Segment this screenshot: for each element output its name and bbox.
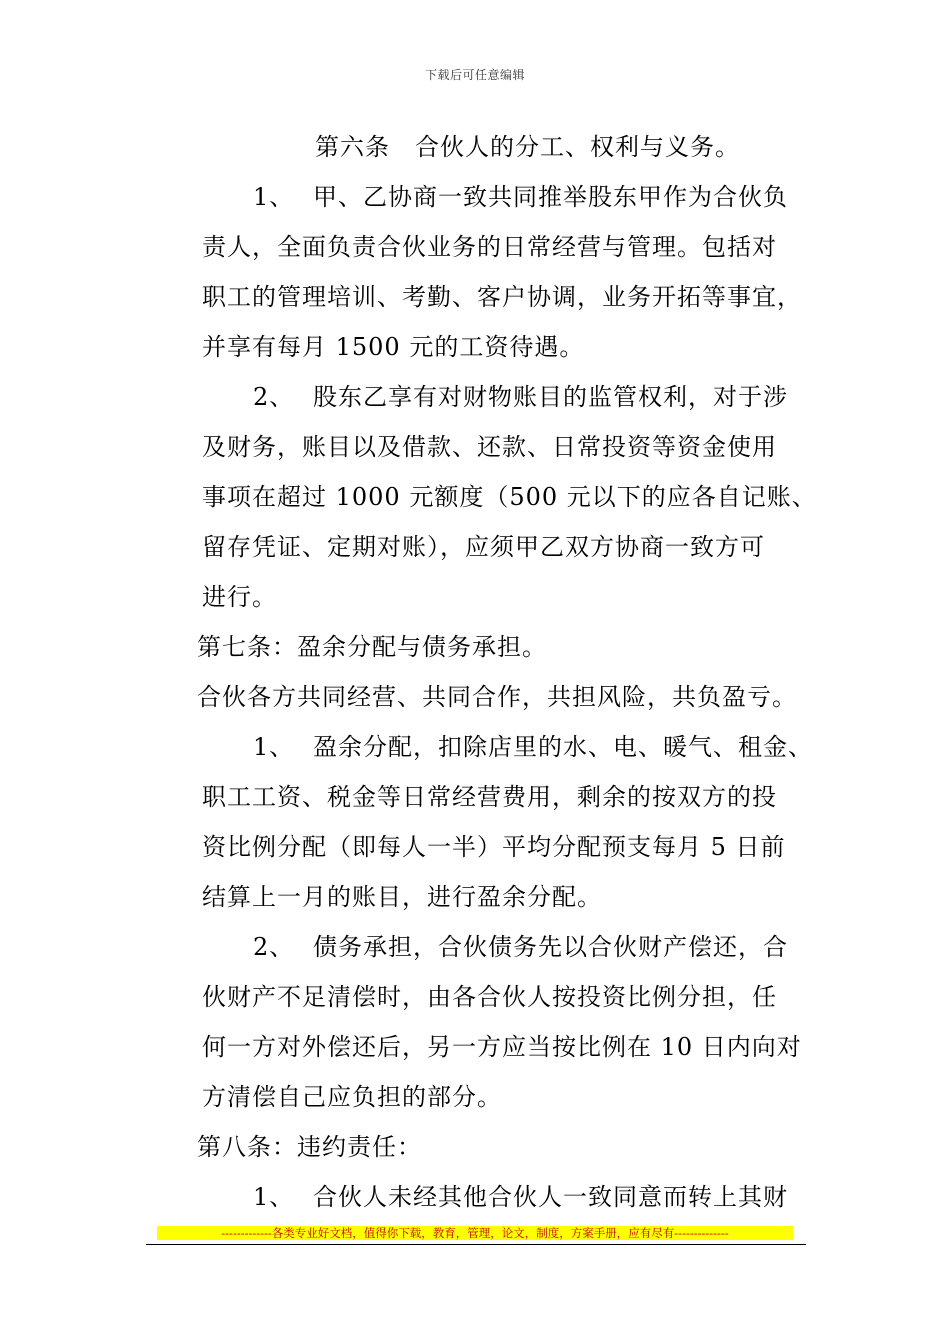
- article8-item1-line1: [253, 1182, 788, 1212]
- item-number: 2、: [253, 933, 295, 961]
- footer-divider: [146, 1244, 806, 1245]
- article7-item1-line4: 结算上一月的账目，进行盈余分配。: [202, 883, 602, 911]
- article6-item2-line2: 及财务，账目以及借款、还款、日常投资等资金使用: [202, 433, 777, 461]
- item-number: 1、: [253, 183, 295, 211]
- article6-title: 第六条 合伙人的分工、权利与义务。: [315, 133, 740, 161]
- paragraph-line: 债务承担，合伙债务先以合伙财产偿还，合: [313, 933, 788, 961]
- article7-item2-line1: [253, 932, 788, 962]
- article6-item1-line3: 职工的管理培训、考勤、客户协调，业务开拓等事宜，: [202, 283, 802, 311]
- article6-item2-line4: 留存凭证、定期对账），应须甲乙双方协商一致方可: [202, 533, 765, 561]
- header-note: 下载后可任意编辑: [424, 68, 525, 82]
- item-number: 1、: [253, 1183, 295, 1211]
- article7-title: 第七条：盈余分配与债务承担。: [197, 633, 547, 661]
- article7-item2-line2: 伙财产不足清偿时，由各合伙人按投资比例分担，任: [202, 983, 777, 1011]
- article6-item1-line4: 并享有每月 1500 元的工资待遇。: [202, 333, 585, 361]
- article7-item1-line1: [253, 732, 813, 762]
- article7-item1-line3: 资比例分配（即每人一半）平均分配预支每月 5 日前: [202, 833, 786, 861]
- article7-intro: 合伙各方共同经营、共同合作，共担风险，共负盈亏。: [197, 683, 797, 711]
- footer-banner: -------------各类专业好文档，值得你下载，教育，管理，论文，制度，方案手册，应有尽有--------------: [157, 1226, 793, 1240]
- paragraph-line: 甲、乙协商一致共同推举股东甲作为合伙负: [313, 183, 788, 211]
- article7-item2-line4: 方清偿自己应负担的部分。: [202, 1083, 502, 1111]
- article6-item1-line2: 责人，全面负责合伙业务的日常经营与管理。包括对: [202, 233, 777, 261]
- article7-item1-line2: 职工工资、税金等日常经营费用，剩余的按双方的投: [202, 783, 777, 811]
- item-number: 1、: [253, 733, 295, 761]
- article7-item2-line3: 何一方对外偿还后，另一方应当按比例在 10 日内向对: [202, 1033, 802, 1061]
- article6-item2-line5: 进行。: [202, 583, 277, 611]
- article8-title: 第八条：违约责任：: [197, 1133, 422, 1161]
- article6-item1-line1: [253, 182, 788, 212]
- paragraph-line: 股东乙享有对财物账目的监管权利，对于涉: [313, 383, 788, 411]
- paragraph-line: 合伙人未经其他合伙人一致同意而转上其财: [313, 1183, 788, 1211]
- paragraph-line: 盈余分配，扣除店里的水、电、暖气、租金、: [313, 733, 813, 761]
- item-number: 2、: [253, 383, 295, 411]
- article6-item2-line1: [253, 382, 788, 412]
- article6-item2-line3: 事项在超过 1000 元额度（500 元以下的应各自记账、: [202, 483, 817, 511]
